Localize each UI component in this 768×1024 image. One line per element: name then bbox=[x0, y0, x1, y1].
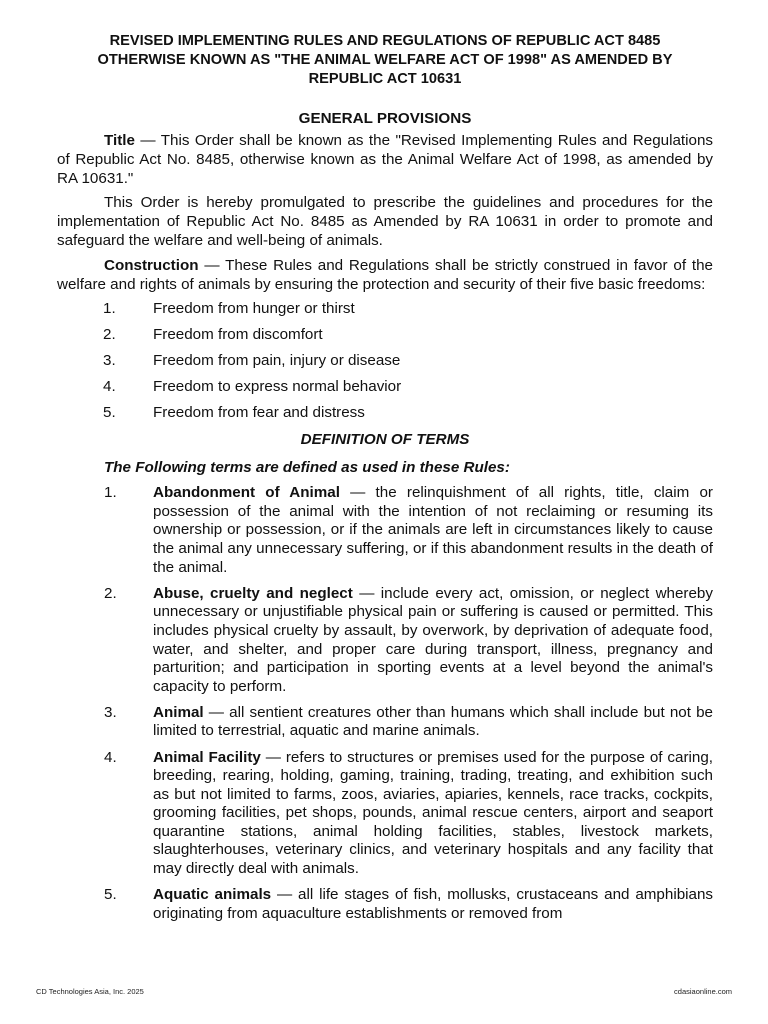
definition-term: Animal bbox=[153, 703, 204, 721]
definition-body bbox=[153, 886, 713, 923]
list-number: 4. bbox=[103, 378, 116, 396]
definition-text: — refers to structures or premises used for the purpose of caring, breeding, rearing, holding, gaming, training, trading, treating, and exhibition such as but not limited to farms, zoos, aviaries, apiaries, kennels, race tracks, cockpits, grooming facilities, pet shops, pounds, animal rescue centers, airport and seaport quarantine stations, animal holding facilities, stables, livestock markets, slaughterhouses, veterinary clinics, and veterinary hospitals and any facility that may directly deal with animals. bbox=[153, 748, 713, 878]
title-line-1: REVISED IMPLEMENTING RULES AND REGULATIONS OF REPUBLIC ACT 8485 bbox=[109, 33, 661, 49]
definition-text: — include every act, omission, or neglect whereby unnecessary or unjustifiable physical pain or suffering is caused or permitted. This includes physical cruelty by assault, by overwork, by deprivation of adequate food, water, and shelter, and proper care during transport, illness, pregnancy and parturition; and participation in sporting events at a level beyond the animal's capacity to perform. bbox=[153, 584, 713, 695]
construction-text: — These Rules and Regulations shall be strictly construed in favor of the welfare and rights of animals by ensuring the protection and security of their five basic freedoms: bbox=[57, 256, 713, 293]
title-lead: Title bbox=[104, 132, 135, 149]
list-text: Freedom from hunger or thirst bbox=[153, 300, 355, 318]
definition-body bbox=[153, 585, 713, 697]
title-paragraph bbox=[57, 132, 713, 188]
list-number: 3. bbox=[103, 352, 116, 370]
list-text: Freedom to express normal behavior bbox=[153, 378, 402, 396]
promulgation-paragraph: This Order is hereby promulgated to prescribe the guidelines and procedures for the implementation of Republic Act No. 8485 as Amended by RA 10631 in order to promote and safeguard the welfare and well-being of animals. bbox=[57, 194, 713, 249]
definition-text: — all sentient creatures other than humans which shall include but not be limited to terrestrial, aquatic and marine animals. bbox=[153, 703, 713, 740]
definition-item bbox=[57, 484, 713, 577]
list-number: 5. bbox=[103, 404, 116, 422]
definition-term: Abuse, cruelty and neglect bbox=[153, 584, 353, 602]
definition-number: 1. bbox=[104, 484, 117, 502]
definition-term: Aquatic animals bbox=[153, 886, 272, 904]
list-item bbox=[57, 326, 713, 345]
definition-item bbox=[57, 886, 713, 923]
list-number: 1. bbox=[103, 300, 116, 318]
list-item bbox=[57, 378, 713, 397]
title-line-2: OTHERWISE KNOWN AS "THE ANIMAL WELFARE ACT OF 1998" AS AMENDED BY bbox=[97, 52, 673, 68]
list-item bbox=[57, 300, 713, 319]
definition-number: 5. bbox=[104, 886, 117, 904]
footer-publisher: CD Technologies Asia, Inc. 2025 bbox=[36, 987, 144, 996]
definition-term: Animal Facility bbox=[153, 748, 261, 766]
title-line-3: REPUBLIC ACT 10631 bbox=[308, 71, 462, 87]
definitions-intro: The Following terms are defined as used in these Rules: bbox=[104, 459, 510, 477]
definition-number: 3. bbox=[104, 703, 117, 721]
title-text: — This Order shall be known as the "Revised Implementing Rules and Regulations of Republic Act No. 8485, otherwise known as the Animal Welfare Act of 1998, as amended by RA 10631." bbox=[57, 132, 713, 187]
list-number: 2. bbox=[103, 326, 116, 344]
definition-term: Abandonment of Animal bbox=[153, 484, 340, 502]
definition-text: — the relinquishment of all rights, title, claim or possession of the animal with the intention of not reclaiming or resuming its ownership or possession, or if the animals are left in circumstances likely to cause the animal any unnecessary suffering, or if this abandonment results in the death of the animal. bbox=[153, 484, 713, 576]
definition-body bbox=[153, 704, 713, 741]
definition-body bbox=[153, 484, 713, 577]
definition-number: 4. bbox=[104, 748, 117, 766]
construction-paragraph bbox=[57, 257, 713, 295]
definitions-heading: DEFINITION OF TERMS bbox=[300, 431, 470, 449]
list-text: Freedom from pain, injury or disease bbox=[153, 352, 401, 370]
document-page bbox=[57, 32, 713, 931]
list-item bbox=[57, 352, 713, 371]
definition-item bbox=[57, 749, 713, 879]
definition-text: — all life stages of fish, mollusks, crustaceans and amphibians originating from aquaculture establishments or removed from bbox=[153, 886, 713, 922]
footer-website: cdasiaonline.com bbox=[674, 987, 732, 996]
definition-item bbox=[57, 585, 713, 697]
list-text: Freedom from fear and distress bbox=[153, 404, 365, 422]
definitions-list bbox=[57, 484, 713, 923]
definition-number: 2. bbox=[104, 584, 117, 602]
definition-body bbox=[153, 749, 713, 879]
construction-lead: Construction bbox=[104, 256, 199, 274]
definition-item bbox=[57, 704, 713, 741]
document-title bbox=[57, 32, 713, 89]
list-item bbox=[57, 404, 713, 423]
freedoms-list bbox=[57, 300, 713, 423]
list-text: Freedom from discomfort bbox=[153, 326, 323, 344]
general-provisions-heading: GENERAL PROVISIONS bbox=[298, 110, 472, 127]
